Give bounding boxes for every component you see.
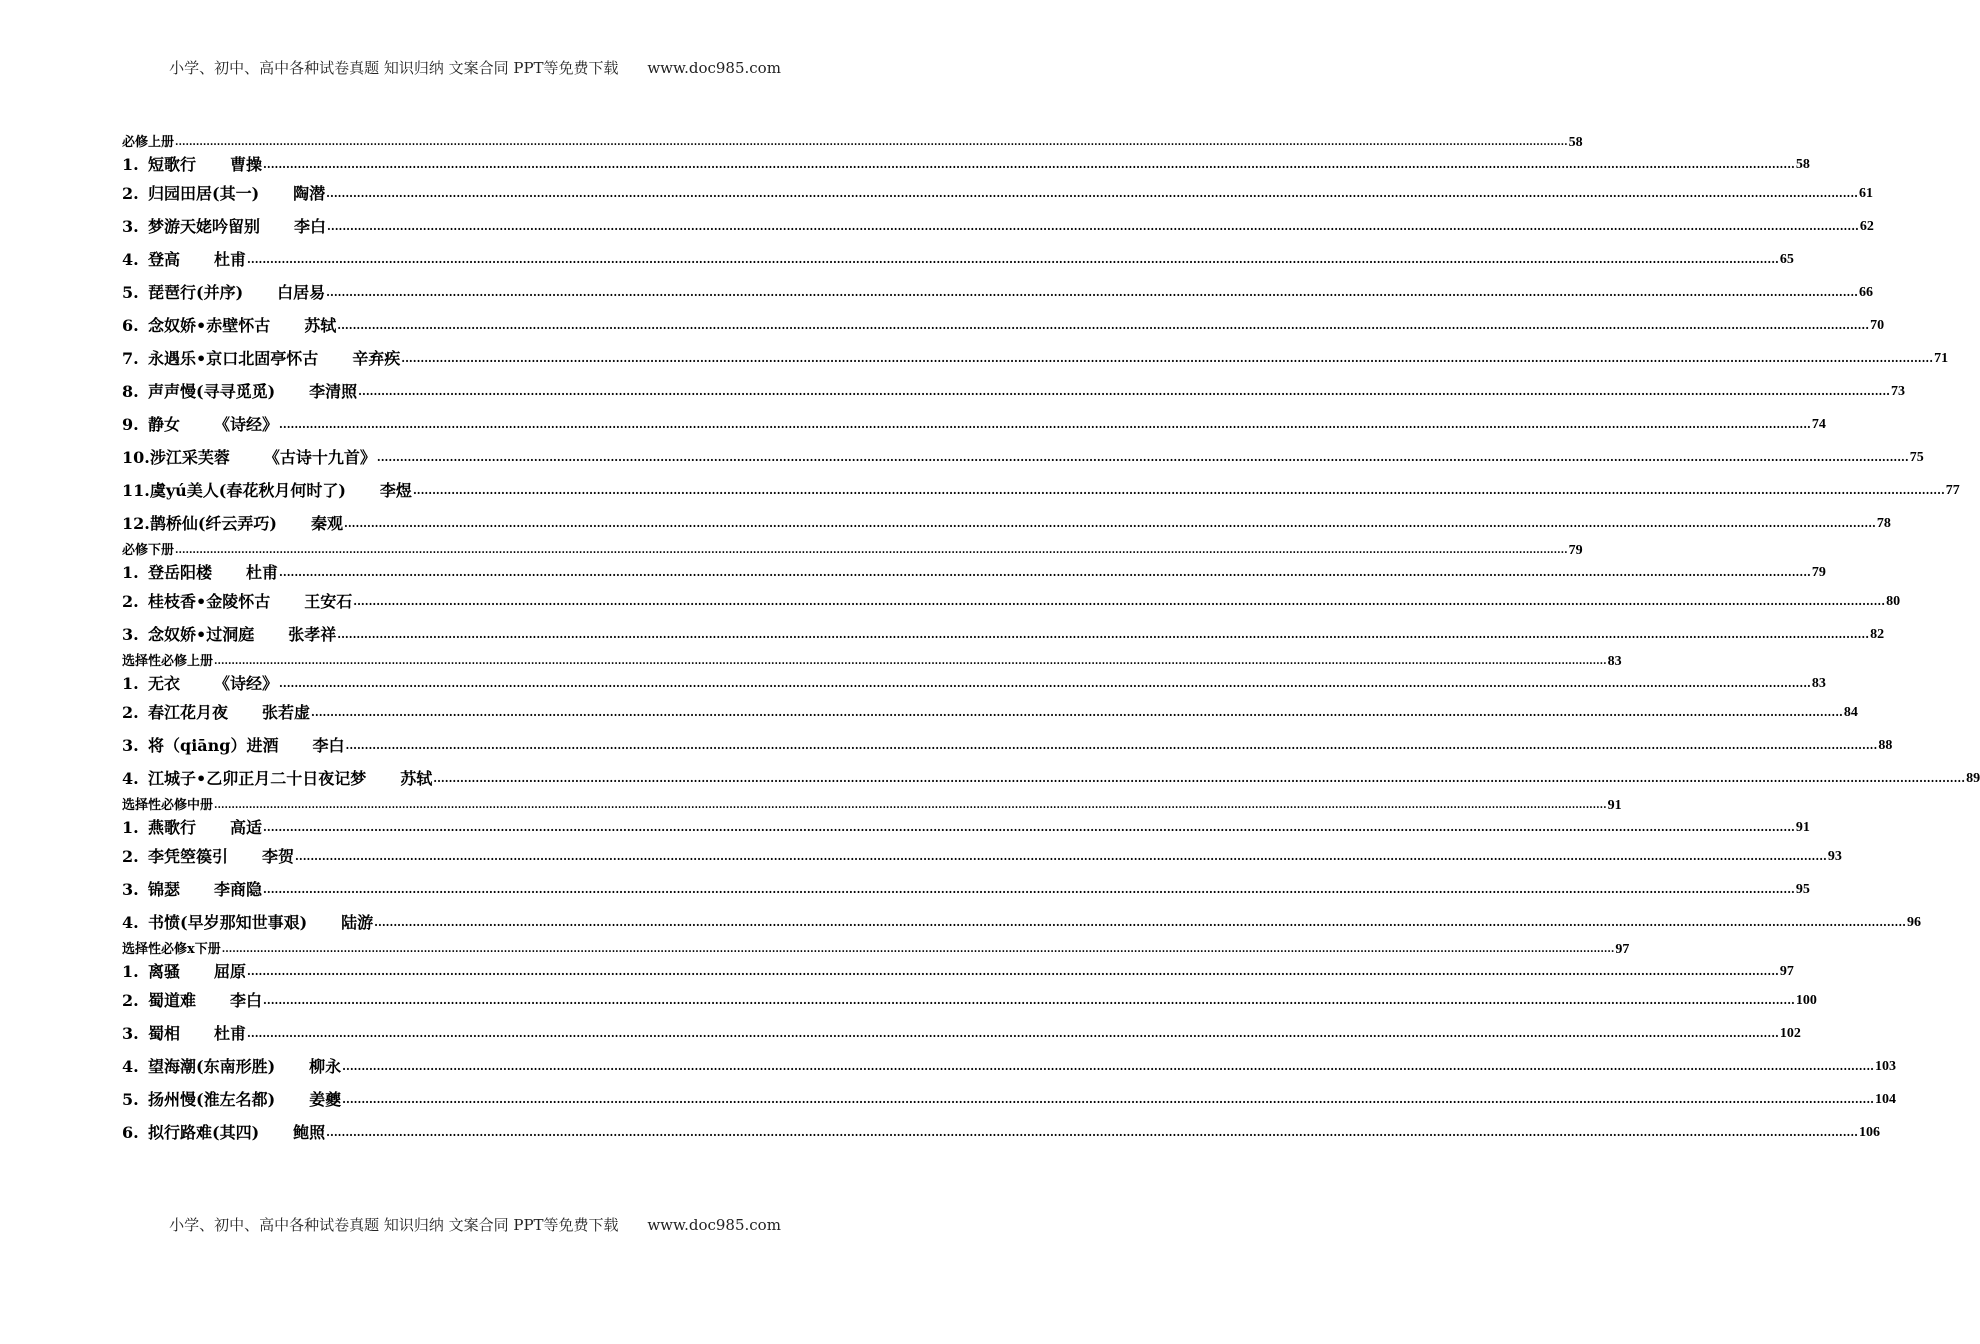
entry-number: 2.: [122, 991, 139, 1010]
entry-number: 2.: [122, 847, 139, 866]
entry-label: [122, 962, 246, 982]
dot-leader: ................................................................................................................................................................................................................................................................................................................................................................................................................: [376, 451, 1909, 464]
entry-label: [122, 312, 336, 340]
entry-number: 4.: [122, 1057, 139, 1076]
toc-entry[interactable]: [122, 340, 1949, 373]
entry-author: 白居易: [277, 283, 326, 302]
entry-label: [122, 279, 325, 307]
entry-title: 琵琶行(并序): [148, 283, 244, 302]
entry-author: 李白: [230, 991, 263, 1010]
dot-leader: ................................................................................................................................................................................................................................................................................................................................................................................................................: [342, 1060, 1875, 1073]
section-page-number: 97: [1615, 942, 1630, 957]
entry-label: [122, 1086, 341, 1114]
entry-author: 《诗经》: [214, 674, 279, 693]
entry-title: 静女: [148, 415, 181, 434]
entry-title: 燕歌行: [148, 818, 197, 837]
entry-author: 李白: [312, 736, 345, 755]
dot-leader: ................................................................................................................................................................................................................................................................................................................................................................................................................: [412, 484, 1945, 497]
toc-entry[interactable]: [122, 561, 1826, 583]
entry-label: [122, 213, 326, 241]
entry-number: 3.: [122, 217, 139, 236]
entry-number: 6.: [122, 316, 139, 335]
dot-leader: ................................................................................................................................................................................................................................................................................................................................................................................................................: [344, 517, 1876, 530]
section-page-number: 83: [1607, 654, 1622, 669]
dot-leader: ................................................................................................................................................................................................................................................................................................................................................................................................................: [401, 352, 1934, 365]
entry-page-number: 102: [1779, 1026, 1801, 1041]
entry-number: 1.: [122, 818, 139, 837]
entry-page-number: 62: [1859, 219, 1874, 234]
section-page-number: 58: [1568, 135, 1583, 150]
entry-label: [122, 345, 400, 373]
section-title: 选择性必修x下册: [122, 942, 221, 957]
dot-leader: ................................................................................................................................................................................................................................................................................................................................................................................................................: [247, 253, 1779, 266]
dot-leader: ................................................................................................................................................................................................................................................................................................................................................................................................................: [221, 944, 1615, 955]
entry-author: 鲍照: [293, 1123, 326, 1142]
entry-author: 李白: [294, 217, 327, 236]
entry-author: 杜甫: [214, 250, 247, 269]
entry-title: 春江花月夜: [148, 703, 229, 722]
entry-title: 拟行路难(其四): [148, 1123, 260, 1142]
entry-author: 张若虚: [262, 703, 311, 722]
entry-title: 锦瑟: [148, 880, 181, 899]
entry-label: [122, 444, 376, 472]
entry-number: 3.: [122, 880, 139, 899]
entry-number: 1.: [122, 563, 139, 582]
entry-author: 陆游: [341, 913, 374, 932]
entry-page-number: 88: [1878, 738, 1893, 753]
entry-label: [122, 621, 336, 649]
toc-entry[interactable]: [122, 406, 1826, 439]
entry-number: 5.: [122, 1090, 139, 1109]
toc-entry[interactable]: [122, 307, 1885, 340]
entry-number: 1.: [122, 155, 139, 174]
entry-label: [122, 1020, 246, 1048]
entry-label: [122, 674, 278, 694]
header-url: www.doc985.com: [647, 59, 781, 77]
entry-label: [122, 732, 344, 760]
entry-page-number: 74: [1811, 417, 1826, 432]
dot-leader: ................................................................................................................................................................................................................................................................................................................................................................................................................: [295, 850, 1827, 863]
entry-page-number: 61: [1859, 186, 1874, 201]
entry-number: 3.: [122, 736, 139, 755]
entry-number: 2.: [122, 184, 139, 203]
entry-title: 念奴娇•过洞庭: [148, 625, 255, 644]
entry-author: 李商隐: [214, 880, 263, 899]
entry-page-number: 75: [1909, 450, 1924, 465]
entry-label: [122, 411, 278, 439]
entry-page-number: 104: [1875, 1092, 1897, 1107]
entry-author: 柳永: [309, 1057, 342, 1076]
entry-title: 书愤(早岁那知世事艰): [148, 913, 308, 932]
entry-title: 涉江采芙蓉: [149, 448, 230, 467]
toc-entry[interactable]: [122, 583, 1901, 616]
entry-page-number: 66: [1859, 285, 1874, 300]
toc-entry[interactable]: [122, 616, 1885, 649]
toc-section-heading[interactable]: [122, 130, 1583, 153]
toc-entry[interactable]: [122, 439, 1924, 472]
entry-title: 蜀相: [148, 1024, 181, 1043]
entry-label: [122, 477, 412, 505]
entry-number: 11.: [122, 481, 150, 500]
toc-entry[interactable]: [122, 1114, 1881, 1147]
dot-leader: ................................................................................................................................................................................................................................................................................................................................................................................................................: [326, 286, 1859, 299]
entry-label: [122, 987, 262, 1015]
entry-author: 姜夔: [309, 1090, 342, 1109]
entry-title: 无衣: [148, 674, 181, 693]
entry-label: [122, 1053, 341, 1081]
dot-leader: ................................................................................................................................................................................................................................................................................................................................................................................................................: [342, 1093, 1875, 1106]
dot-leader: ................................................................................................................................................................................................................................................................................................................................................................................................................: [433, 772, 1966, 785]
entry-title: 声声慢(寻寻觅觅): [148, 382, 276, 401]
dot-leader: ................................................................................................................................................................................................................................................................................................................................................................................................................: [263, 994, 1795, 1007]
toc-section-heading[interactable]: [122, 937, 1630, 960]
dot-leader: ................................................................................................................................................................................................................................................................................................................................................................................................................: [247, 1027, 1779, 1040]
dot-leader: ................................................................................................................................................................................................................................................................................................................................................................................................................: [353, 595, 1886, 608]
entry-label: [122, 909, 373, 937]
toc-entry[interactable]: [122, 208, 1874, 241]
entry-page-number: 65: [1779, 252, 1794, 267]
toc-entry[interactable]: [122, 1081, 1897, 1114]
entry-number: 9.: [122, 415, 139, 434]
toc-entry[interactable]: [122, 472, 1960, 505]
entry-title: 虞yú美人(春花秋月何时了): [149, 481, 346, 500]
entry-page-number: 80: [1886, 594, 1901, 609]
entry-title: 李凭箜篌引: [148, 847, 229, 866]
entry-author: 秦观: [311, 514, 344, 533]
entry-title: 蜀道难: [148, 991, 197, 1010]
entry-author: 李煜: [379, 481, 412, 500]
entry-number: 3.: [122, 1024, 139, 1043]
dot-leader: ................................................................................................................................................................................................................................................................................................................................................................................................................: [175, 545, 1568, 556]
entry-label: [122, 378, 357, 406]
dot-leader: ................................................................................................................................................................................................................................................................................................................................................................................................................: [214, 656, 1607, 667]
entry-page-number: 93: [1827, 849, 1842, 864]
entry-number: 4.: [122, 769, 139, 788]
toc-section-heading[interactable]: [122, 538, 1583, 561]
toc-entry[interactable]: [122, 672, 1826, 694]
entry-label: [122, 818, 262, 838]
entry-page-number: 70: [1870, 318, 1885, 333]
section-page-number: 79: [1568, 543, 1583, 558]
toc-entry[interactable]: [122, 373, 1906, 406]
entry-label: [122, 876, 262, 904]
entry-author: 李贺: [262, 847, 295, 866]
entry-page-number: 77: [1945, 483, 1960, 498]
footer-text: 小学、初中、高中各种试卷真题 知识归纳 文案合同 PPT等免费下载: [169, 1216, 619, 1234]
toc-entry[interactable]: [122, 1048, 1897, 1081]
toc-entry[interactable]: [122, 982, 1817, 1015]
dot-leader: ................................................................................................................................................................................................................................................................................................................................................................................................................: [311, 706, 1843, 719]
entry-author: 李清照: [309, 382, 358, 401]
entry-number: 7.: [122, 349, 139, 368]
entry-number: 4.: [122, 250, 139, 269]
entry-author: 王安石: [304, 592, 353, 611]
entry-number: 10.: [122, 448, 150, 467]
toc-entry[interactable]: [122, 175, 1874, 208]
toc-section-heading[interactable]: [122, 649, 1622, 672]
dot-leader: ................................................................................................................................................................................................................................................................................................................................................................................................................: [279, 418, 1811, 431]
dot-leader: ................................................................................................................................................................................................................................................................................................................................................................................................................: [279, 677, 1811, 690]
entry-label: [122, 843, 294, 871]
entry-author: 陶潜: [293, 184, 326, 203]
section-page-number: 91: [1607, 798, 1622, 813]
entry-label: [122, 1119, 325, 1147]
entry-author: 杜甫: [246, 563, 279, 582]
entry-author: 《古诗十九首》: [263, 448, 376, 467]
entry-page-number: 79: [1811, 565, 1826, 580]
toc-entry[interactable]: [122, 241, 1794, 274]
entry-number: 1.: [122, 674, 139, 693]
dot-leader: ................................................................................................................................................................................................................................................................................................................................................................................................................: [214, 800, 1607, 811]
toc-entry[interactable]: [122, 816, 1810, 838]
toc-entry[interactable]: [122, 153, 1810, 175]
entry-title: 桂枝香•金陵怀古: [148, 592, 271, 611]
toc-section-heading[interactable]: [122, 793, 1622, 816]
toc-entry[interactable]: [122, 505, 1891, 538]
entry-title: 归园田居(其一): [148, 184, 260, 203]
entry-number: 2.: [122, 703, 139, 722]
dot-leader: ................................................................................................................................................................................................................................................................................................................................................................................................................: [279, 566, 1811, 579]
entry-page-number: 71: [1934, 351, 1949, 366]
header-text: 小学、初中、高中各种试卷真题 知识归纳 文案合同 PPT等免费下载: [169, 59, 619, 77]
entry-author: 杜甫: [214, 1024, 247, 1043]
entry-number: 12.: [122, 514, 150, 533]
entry-page-number: 97: [1779, 964, 1794, 979]
entry-author: 屈原: [214, 962, 247, 981]
dot-leader: ................................................................................................................................................................................................................................................................................................................................................................................................................: [337, 319, 1870, 332]
toc-entry[interactable]: [122, 838, 1842, 871]
entry-author: 辛弃疾: [352, 349, 401, 368]
entry-label: [122, 155, 262, 175]
entry-page-number: 83: [1811, 676, 1826, 691]
entry-label: [122, 180, 325, 208]
entry-title: 念奴娇•赤壁怀古: [148, 316, 271, 335]
entry-title: 短歌行: [148, 155, 197, 174]
entry-page-number: 82: [1870, 627, 1885, 642]
entry-title: 离骚: [148, 962, 181, 981]
entry-page-number: 95: [1795, 882, 1810, 897]
entry-page-number: 58: [1795, 157, 1810, 172]
page-footer: [0, 1214, 950, 1235]
entry-label: [122, 765, 432, 793]
entry-title: 扬州慢(淮左名都): [148, 1090, 276, 1109]
entry-number: 4.: [122, 913, 139, 932]
entry-page-number: 78: [1876, 516, 1891, 531]
dot-leader: ................................................................................................................................................................................................................................................................................................................................................................................................................: [327, 220, 1859, 233]
toc-entry[interactable]: [122, 871, 1810, 904]
entry-title: 江城子•乙卯正月二十日夜记梦: [148, 769, 367, 788]
entry-title: 永遇乐•京口北固亭怀古: [148, 349, 319, 368]
entry-author: 苏轼: [304, 316, 337, 335]
entry-number: 8.: [122, 382, 139, 401]
entry-title: 登岳阳楼: [148, 563, 213, 582]
toc-entry[interactable]: [122, 694, 1858, 727]
section-title: 选择性必修中册: [122, 798, 214, 813]
entry-author: 曹操: [230, 155, 263, 174]
entry-label: [122, 588, 352, 616]
entry-title: 梦游天姥吟留别: [148, 217, 261, 236]
dot-leader: ................................................................................................................................................................................................................................................................................................................................................................................................................: [263, 883, 1795, 896]
entry-label: [122, 510, 343, 538]
dot-leader: ................................................................................................................................................................................................................................................................................................................................................................................................................: [337, 628, 1870, 641]
entry-title: 鹊桥仙(纤云弄巧): [149, 514, 277, 533]
entry-page-number: 84: [1843, 705, 1858, 720]
section-title: 选择性必修上册: [122, 654, 214, 669]
entry-number: 1.: [122, 962, 139, 981]
page-header: [0, 57, 950, 78]
footer-url: www.doc985.com: [647, 1216, 781, 1234]
entry-label: [122, 563, 278, 583]
dot-leader: ................................................................................................................................................................................................................................................................................................................................................................................................................: [326, 1126, 1859, 1139]
entry-page-number: 96: [1907, 915, 1922, 930]
dot-leader: ................................................................................................................................................................................................................................................................................................................................................................................................................: [326, 187, 1859, 200]
entry-author: 苏轼: [400, 769, 433, 788]
dot-leader: ................................................................................................................................................................................................................................................................................................................................................................................................................: [175, 137, 1568, 148]
entry-title: 望海潮(东南形胜): [148, 1057, 276, 1076]
entry-title: 将（qiāng）进酒: [148, 736, 279, 755]
toc-entry[interactable]: [122, 274, 1874, 307]
toc-entry[interactable]: [122, 904, 1922, 937]
toc-entry[interactable]: [122, 760, 1980, 793]
dot-leader: ................................................................................................................................................................................................................................................................................................................................................................................................................: [247, 965, 1779, 978]
entry-title: 登高: [148, 250, 181, 269]
entry-page-number: 100: [1795, 993, 1817, 1008]
table-of-contents: [122, 130, 1980, 1147]
entry-page-number: 89: [1966, 771, 1980, 786]
entry-page-number: 91: [1795, 820, 1810, 835]
entry-label: [122, 699, 310, 727]
toc-entry[interactable]: [122, 1015, 1801, 1048]
dot-leader: ................................................................................................................................................................................................................................................................................................................................................................................................................: [374, 916, 1907, 929]
dot-leader: ................................................................................................................................................................................................................................................................................................................................................................................................................: [263, 158, 1795, 171]
entry-number: 3.: [122, 625, 139, 644]
dot-leader: ................................................................................................................................................................................................................................................................................................................................................................................................................: [263, 821, 1795, 834]
toc-entry[interactable]: [122, 960, 1794, 982]
entry-number: 6.: [122, 1123, 139, 1142]
entry-author: 张孝祥: [288, 625, 337, 644]
entry-author: 高适: [230, 818, 263, 837]
dot-leader: ................................................................................................................................................................................................................................................................................................................................................................................................................: [358, 385, 1891, 398]
entry-number: 5.: [122, 283, 139, 302]
entry-author: 《诗经》: [214, 415, 279, 434]
section-title: 必修下册: [122, 543, 175, 558]
entry-label: [122, 246, 246, 274]
entry-page-number: 106: [1859, 1125, 1881, 1140]
toc-entry[interactable]: [122, 727, 1893, 760]
entry-page-number: 103: [1875, 1059, 1897, 1074]
dot-leader: ................................................................................................................................................................................................................................................................................................................................................................................................................: [345, 739, 1878, 752]
entry-page-number: 73: [1891, 384, 1906, 399]
entry-number: 2.: [122, 592, 139, 611]
section-title: 必修上册: [122, 135, 175, 150]
